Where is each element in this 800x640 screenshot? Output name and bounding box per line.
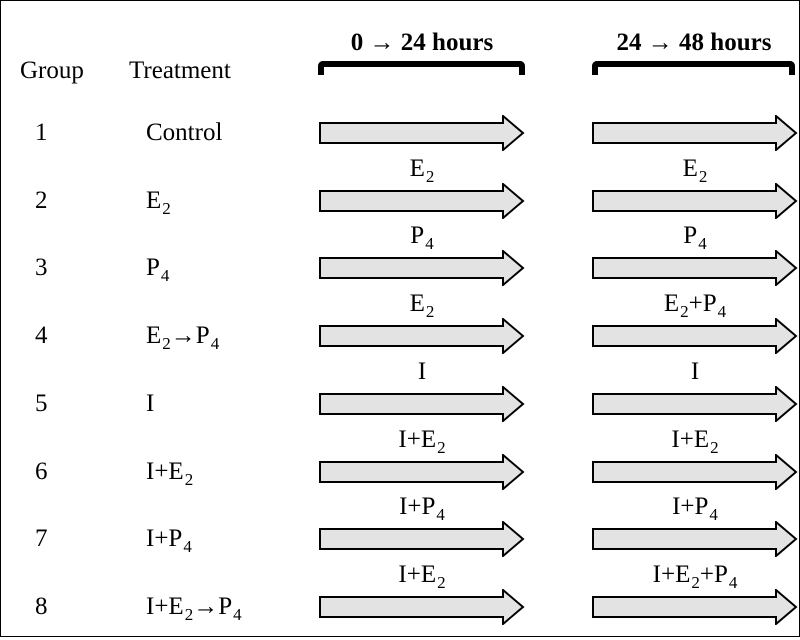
treatment-column-header: Treatment <box>129 57 231 84</box>
period-1-arrow-shape <box>320 455 523 489</box>
period-2-arrow-shape <box>593 590 796 624</box>
period-2-treatment-label <box>592 493 798 525</box>
subscript: 4 <box>728 572 738 592</box>
group-column-header: Group <box>20 57 84 84</box>
period-1-treatment-label <box>319 154 525 186</box>
treatment-label <box>146 186 171 218</box>
label-text: I+E <box>398 425 437 453</box>
label-text: I+P <box>672 493 709 521</box>
period-2-arrow-shape <box>593 184 796 218</box>
period-2-arrow-shape <box>593 522 796 556</box>
subscript: 4 <box>436 505 445 525</box>
subscript: 2 <box>184 469 194 489</box>
subscript: 4 <box>425 234 434 254</box>
label-text: P <box>146 254 160 282</box>
label-text: I+P <box>399 493 436 521</box>
treatment-label <box>146 322 220 354</box>
period-2-bracket <box>592 61 795 75</box>
period-2-arrow <box>592 115 798 151</box>
period-1-treatment-label <box>319 290 525 322</box>
period-2-treatment-label <box>592 290 798 322</box>
treatment-label <box>146 254 170 286</box>
subscript: 2 <box>710 437 719 457</box>
period-1-arrow-shape <box>320 184 523 218</box>
subscript: 4 <box>160 266 170 286</box>
label-text: E <box>409 154 425 182</box>
label-text: I <box>690 357 700 385</box>
subscript: 4 <box>698 234 707 254</box>
period-1-arrow <box>319 589 525 625</box>
subscript: 2 <box>162 334 171 354</box>
period-2-arrow <box>592 454 798 490</box>
period-2-arrow-shape <box>593 455 796 489</box>
subscript: 4 <box>183 537 192 557</box>
period-1-treatment-label <box>319 560 525 592</box>
period-2-treatment-label <box>592 425 798 457</box>
treatment-label <box>146 457 194 489</box>
group-number: 6 <box>35 457 48 485</box>
period-1-arrow-shape <box>320 251 523 285</box>
period-2-arrow-shape <box>593 387 796 421</box>
period-2-treatment-label <box>592 154 798 186</box>
group-number: 8 <box>35 592 48 620</box>
group-row-8 <box>1 560 799 640</box>
period-2-treatment-label <box>592 560 798 592</box>
period-2-arrow <box>592 386 798 422</box>
period-1-arrow <box>319 454 525 490</box>
subscript: 2 <box>425 166 435 186</box>
subscript: 4 <box>210 334 220 354</box>
group-number: 2 <box>35 186 48 214</box>
period-1-title: 0 → 24 hours <box>350 29 494 56</box>
label-text: +P <box>699 560 728 588</box>
period-1-arrow <box>319 250 525 286</box>
subscript: 4 <box>233 604 242 624</box>
period-2-arrow-shape <box>593 319 796 353</box>
period-1-arrow <box>319 521 525 557</box>
period-1-arrow-shape <box>320 387 523 421</box>
period-2-arrow <box>592 250 798 286</box>
subscript: 2 <box>162 198 171 218</box>
period-2-arrow <box>592 521 798 557</box>
period-1-treatment-label <box>319 358 525 386</box>
label-text: E <box>146 322 162 350</box>
label-text: Control <box>146 119 223 146</box>
subscript: 2 <box>425 302 435 322</box>
subscript: 2 <box>680 302 689 322</box>
treatment-label <box>146 525 192 557</box>
treatment-label <box>146 390 154 418</box>
period-1-arrow <box>319 183 525 219</box>
label-text: I+E <box>398 560 437 588</box>
period-2-arrow-shape <box>593 251 796 285</box>
group-number: 5 <box>35 389 48 417</box>
subscript: 2 <box>184 604 194 624</box>
label-text: E <box>682 154 698 182</box>
subscript: 4 <box>717 302 727 322</box>
subscript: 4 <box>709 505 718 525</box>
period-2-arrow <box>592 318 798 354</box>
period-2-arrow <box>592 183 798 219</box>
period-2-treatment-label <box>592 222 798 254</box>
period-1-arrow-shape <box>320 590 523 624</box>
subscript: 2 <box>691 572 700 592</box>
label-text: E <box>409 290 425 318</box>
period-1-arrow <box>319 115 525 151</box>
period-1-treatment-label <box>319 425 525 457</box>
period-2-arrow <box>592 589 798 625</box>
group-number: 1 <box>35 119 48 146</box>
treatment-label <box>146 119 222 147</box>
period-1-arrow <box>319 318 525 354</box>
label-text: I <box>146 389 155 417</box>
period-1-arrow-shape <box>320 319 523 353</box>
label-text: E <box>663 290 680 318</box>
label-text: →P <box>170 322 210 350</box>
period-2-title: 24 → 48 hours <box>616 29 772 56</box>
label-text: I+E <box>146 592 184 620</box>
label-text: →P <box>193 592 233 620</box>
group-number: 7 <box>35 525 48 553</box>
label-text: E <box>146 186 162 214</box>
subscript: 2 <box>437 437 446 457</box>
period-1-treatment-label <box>319 493 525 525</box>
label-text: I+E <box>671 425 710 453</box>
label-text: P <box>683 222 698 250</box>
period-2-treatment-label <box>592 358 798 386</box>
label-text: I+E <box>652 560 691 588</box>
label-text: I+E <box>146 457 184 485</box>
period-1-bracket <box>318 61 525 75</box>
group-number: 4 <box>35 322 48 350</box>
subscript: 2 <box>437 572 446 592</box>
label-text: I+P <box>146 525 183 553</box>
label-text: I <box>417 357 427 385</box>
subscript: 2 <box>698 166 708 186</box>
treatment-label <box>146 592 242 624</box>
period-1-arrow-shape <box>320 116 523 150</box>
period-2-arrow-shape <box>593 116 796 150</box>
label-text: P <box>410 222 425 250</box>
period-1-arrow <box>319 386 525 422</box>
period-1-treatment-label <box>319 222 525 254</box>
period-1-arrow-shape <box>320 522 523 556</box>
group-number: 3 <box>35 254 48 282</box>
label-text: +P <box>688 290 717 318</box>
